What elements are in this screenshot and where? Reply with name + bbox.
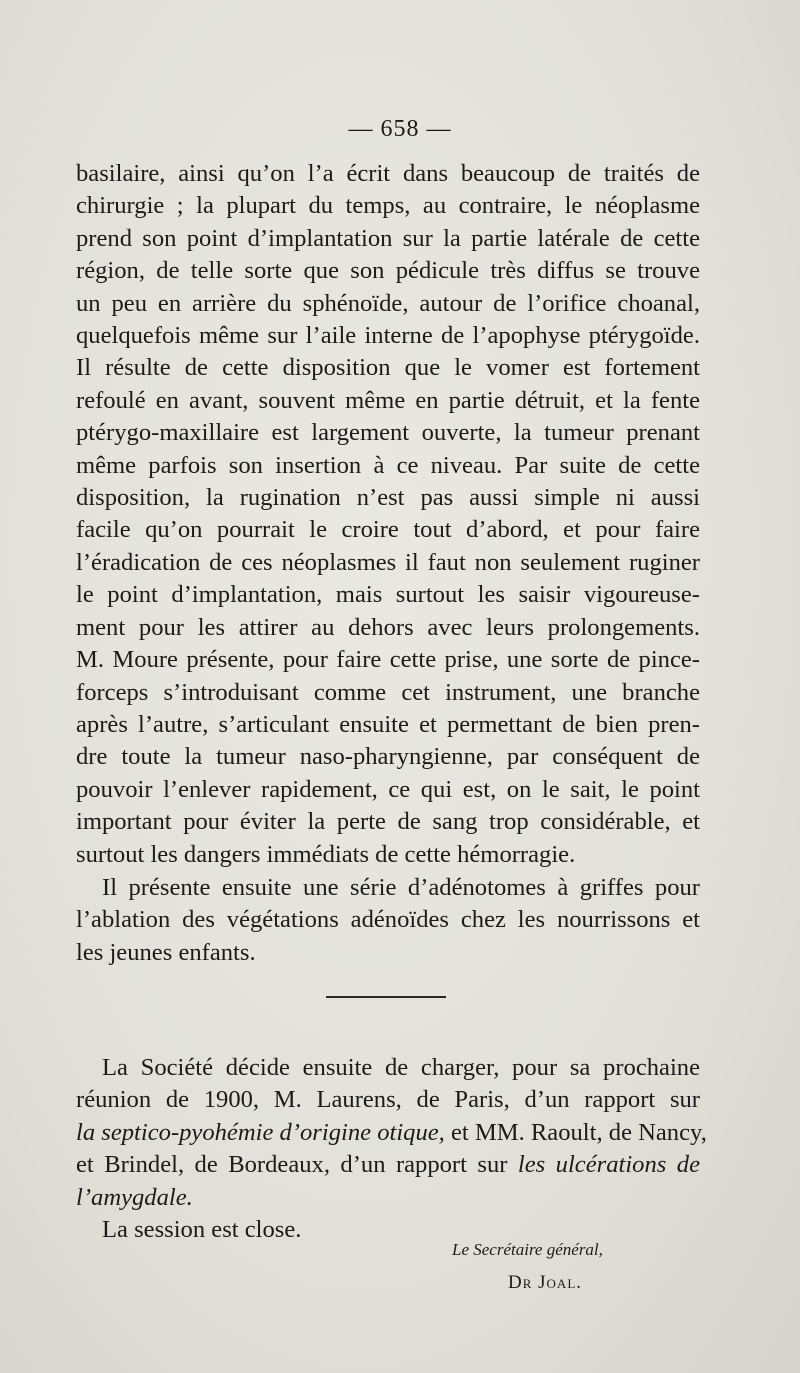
text-line: ptérygo-maxillaire est largement ouverte, la tumeur prenant <box>76 419 700 447</box>
text-line: pouvoir l’enlever rapidement, ce qui est, on le sait, le point <box>76 775 700 803</box>
text-line: forceps s’introduisant comme cet instrument, une branche <box>76 678 700 706</box>
report-topic-2-end: l’amygdale. <box>76 1183 193 1211</box>
text-line: important pour éviter la perte de sang trop considérable, et <box>76 808 700 836</box>
text-line <box>76 1117 707 1149</box>
text-line: après l’autre, s’articulant ensuite et permettant de bien pren- <box>76 710 700 738</box>
text-fragment: et Brindel, de Bordeaux, d’un rapport sur <box>76 1151 518 1179</box>
text-line: dre toute la tumeur naso-pharyngienne, par conséquent de <box>76 743 700 771</box>
text-line: disposition, la rugination n’est pas aussi simple ni aussi <box>76 484 700 512</box>
text-line: surtout les dangers immédiats de cette hémorragie. <box>76 840 576 868</box>
text-line: ment pour les attirer au dehors avec leurs prolongements. <box>76 613 700 641</box>
closing-paragraph <box>76 1052 707 1246</box>
section-divider <box>326 996 446 998</box>
text-line: même parfois son insertion à ce niveau. Par suite de cette <box>76 451 700 479</box>
text-line: Il présente ensuite une série d’adénotomes à griffes pour <box>102 874 700 901</box>
text-line: le point d’implantation, mais surtout les saisir vigoureuse- <box>76 581 700 609</box>
text-line: quelquefois même sur l’aile interne de l’apophyse ptérygoïde. <box>76 322 700 350</box>
signature-name: Dr Joal. <box>508 1272 583 1293</box>
text-line: réunion de 1900, M. Laurens, de Paris, d’un rapport sur <box>76 1086 700 1114</box>
text-line <box>76 1149 700 1181</box>
text-line: refoulé en avant, souvent même en partie détruit, et la fente <box>76 386 700 414</box>
text-line: La Société décide ensuite de charger, pour sa prochaine <box>102 1054 700 1081</box>
session-closed: La session est close. <box>102 1216 302 1244</box>
text-line: l’éradication de ces néoplasmes il faut non seulement ruginer <box>76 548 700 576</box>
text-line: un peu en arrière du sphénoïde, autour de l’orifice choanal, <box>76 289 700 317</box>
text-fragment: et MM. Raoult, de Nancy, <box>444 1118 707 1146</box>
text-line: chirurgie ; la plupart du temps, au contraire, le néoplasme <box>76 192 700 220</box>
text-line: prend son point d’implantation sur la partie latérale de cette <box>76 224 700 252</box>
paragraph-2 <box>76 872 700 969</box>
text-line: Il résulte de cette disposition que le vomer est fortement <box>76 354 700 382</box>
paragraph-1 <box>76 158 700 871</box>
text-line: M. Moure présente, pour faire cette prise, une sorte de pince- <box>76 646 700 674</box>
text-line: facile qu’on pourrait le croire tout d’abord, et pour faire <box>76 516 700 544</box>
text-line: basilaire, ainsi qu’on l’a écrit dans beaucoup de traités de <box>76 160 700 187</box>
signature-title: Le Secrétaire général, <box>452 1240 603 1259</box>
text-line: région, de telle sorte que son pédicule très diffus se trouve <box>76 257 700 285</box>
text-line <box>76 1182 700 1214</box>
report-topic-2: les ulcérations de <box>517 1151 700 1179</box>
report-topic-1: la septico-pyohémie d’origine otique, <box>76 1118 445 1146</box>
page-number: — 658 — <box>348 116 452 142</box>
text-line: l’ablation des végétations adénoïdes chez les nourrissons et <box>76 906 700 934</box>
text-line: les jeunes enfants. <box>76 938 256 966</box>
